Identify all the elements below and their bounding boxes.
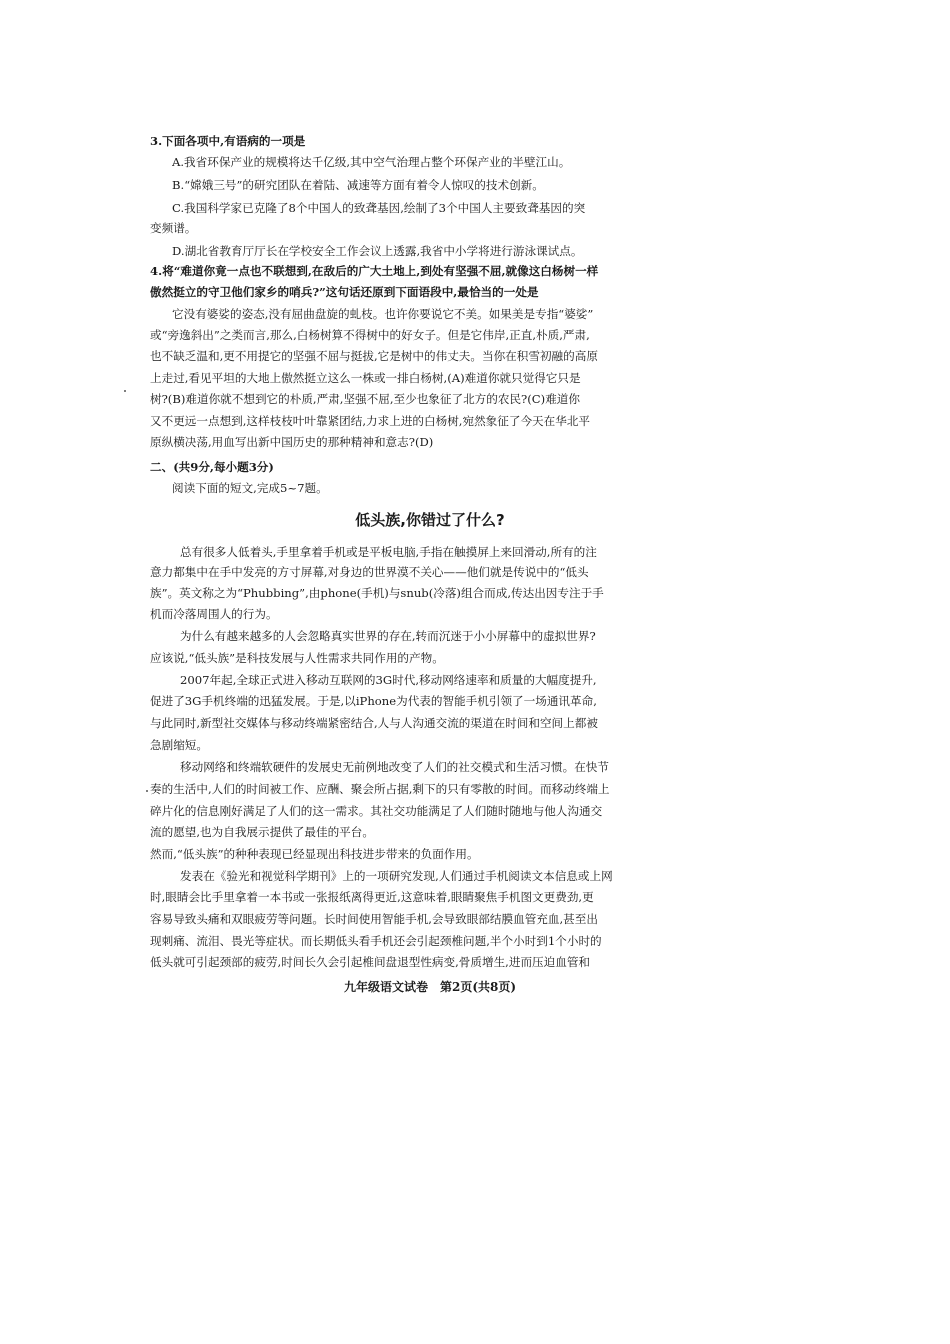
article-line: 时,眼睛会比手里拿着一本书或一张报纸离得更近,这意味着,眼睛聚焦手机图文更费劲,更	[150, 890, 594, 904]
article-line: 2007年起,全球正式进入移动互联网的3G时代,移动网络速率和质量的大幅度提升,	[180, 673, 597, 687]
q4-passage-line: 上走过,看见平坦的大地上傲然挺立这么一株或一排白杨树,(A)难道你就只觉得它只是	[150, 371, 581, 385]
q3-option-c-line1: C.我国科学家已克隆了8个中国人的致聋基因,绘制了3个中国人主要致聋基因的突	[172, 201, 586, 215]
article-line: 移动网络和终端软硬件的发展史无前例地改变了人们的社交模式和生活习惯。在快节	[180, 760, 609, 774]
article-line: 为什么有越来越多的人会忽略真实世界的存在,转而沉迷于小小屏幕中的虚拟世界?	[180, 629, 596, 643]
article-line: 急剧缩短。	[150, 738, 208, 752]
article-title: 低头族,你错过了什么?	[355, 511, 505, 529]
article-line: 容易导致头痛和双眼疲劳等问题。长时间使用智能手机,会导致眼部结膜血管充血,甚至出	[150, 912, 598, 926]
scan-speck	[124, 390, 126, 392]
q3-option-a: A.我省环保产业的规模将达千亿级,其中空气治理占整个环保产业的半壁江山。	[172, 155, 571, 169]
q4-stem-line2: 傲然挺立的守卫他们家乡的哨兵?”这句话还原到下面语段中,最恰当的一处是	[150, 285, 539, 299]
article-line: 现刺痛、流泪、畏光等症状。而长期低头看手机还会引起颈椎问题,半个小时到1个小时的	[150, 934, 602, 948]
article-line: 意力都集中在手中发亮的方寸屏幕,对身边的世界漠不关心——他们就是传说中的“低头	[150, 565, 589, 579]
article-line: 促进了3G手机终端的迅猛发展。于是,以iPhone为代表的智能手机引领了一场通讯革命,	[150, 694, 597, 708]
section-instruction: 阅读下面的短文,完成5~7题。	[172, 481, 328, 495]
q4-passage-line: 原纵横决荡,用血写出新中国历史的那种精神和意志?(D)	[150, 435, 434, 449]
q4-passage-line: 树?(B)难道你就不想到它的朴质,严肃,坚强不屈,至少也象征了北方的农民?(C)难道你	[150, 392, 580, 406]
q3-stem: 3.下面各项中,有语病的一项是	[150, 134, 306, 148]
article-line: 流的愿望,也为自我展示提供了最佳的平台。	[150, 825, 374, 839]
scan-speck	[146, 790, 148, 792]
article-line: 发表在《验光和视觉科学期刊》上的一项研究发现,人们通过手机阅读文本信息或上网	[180, 869, 613, 883]
section-heading: 二、(共9分,每小题3分)	[150, 460, 274, 474]
article-line: 应该说,“低头族”是科技发展与人性需求共同作用的产物。	[150, 651, 444, 665]
q4-passage-line: 也不缺乏温和,更不用提它的坚强不屈与挺拔,它是树中的伟丈夫。当你在积雪初融的高原	[150, 349, 598, 363]
q3-option-d: D.湖北省教育厅厅长在学校安全工作会议上透露,我省中小学将进行游泳课试点。	[172, 244, 583, 258]
article-line: 奏的生活中,人们的时间被工作、应酬、聚会所占据,剩下的只有零散的时间。而移动终端上	[150, 782, 610, 796]
page-footer: 九年级语文试卷 第2页(共8页)	[343, 980, 517, 994]
q3-option-c-line2: 变频谱。	[150, 221, 197, 235]
q4-stem-line1: 4.将“难道你竟一点也不联想到,在敌后的广大土地上,到处有坚强不屈,就像这白杨树一样	[150, 264, 599, 278]
q4-passage-line: 它没有婆娑的姿态,没有屈曲盘旋的虬枝。也许你要说它不美。如果美是专指“婆娑”	[172, 307, 594, 321]
q4-passage-line: 又不更远一点想到,这样枝枝叶叶靠紧团结,力求上进的白杨树,宛然象征了今天在华北平	[150, 414, 591, 428]
q3-option-b: B.“嫦娥三号”的研究团队在着陆、减速等方面有着令人惊叹的技术创新。	[172, 178, 544, 192]
q4-passage-line: 或“旁逸斜出”之类而言,那么,白杨树算不得树中的好女子。但是它伟岸,正直,朴质,严肃,	[150, 328, 590, 342]
article-line: 低头就可引起颈部的疲劳,时间长久会引起椎间盘退型性病变,骨质增生,进而压迫血管和	[150, 955, 591, 969]
article-line: 与此同时,新型社交媒体与移动终端紧密结合,人与人沟通交流的渠道在时间和空间上都被	[150, 716, 598, 730]
article-line: 碎片化的信息刚好满足了人们的这一需求。其社交功能满足了人们随时随地与他人沟通交	[150, 804, 603, 818]
article-line: 机而冷落周围人的行为。	[150, 607, 278, 621]
article-line: 然而,“低头族”的种种表现已经显现出科技进步带来的负面作用。	[150, 847, 479, 861]
article-line: 总有很多人低着头,手里拿着手机或是平板电脑,手指在触摸屏上来回滑动,所有的注	[180, 545, 597, 559]
article-line: 族”。英文称之为“Phubbing”,由phone(手机)与snub(冷落)组合而成,传达出因专注于手	[150, 586, 604, 600]
